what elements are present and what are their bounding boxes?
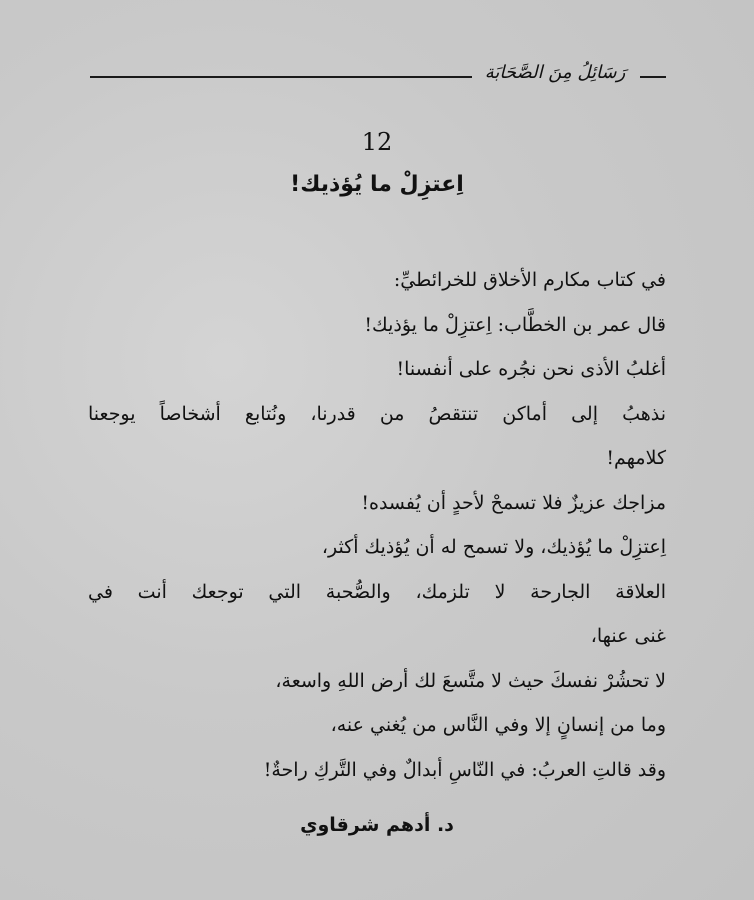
- chapter-number: 12: [361, 128, 393, 156]
- body-line: أغلبُ الأذى نحن نجُره على أنفسنا!: [396, 358, 666, 380]
- header-rule-left: [90, 76, 472, 78]
- body-line: قال عمر بن الخطَّاب: اِعتزِلْ ما يؤذيك!: [364, 313, 666, 336]
- body-text: [88, 258, 666, 792]
- body-line: اِعتزِلْ ما يُؤذيك، ولا تسمح له أن يُؤذيك أكثر،: [321, 536, 666, 558]
- header-rule-right: [640, 76, 666, 78]
- body-line: العلاقة الجارحة لا تلزمك، والصُّحبة التي توجعك أنت في: [88, 580, 666, 603]
- running-title: رَسَائِلُ مِنَ الصَّحَابَة: [484, 62, 626, 83]
- body-line: لا تحشُرْ نفسكَ حيث لا متَّسعَ لك أرض اللهِ واسعة،: [275, 669, 666, 692]
- body-line: في كتاب مكارم الأخلاق للخرائطيِّ:: [393, 269, 666, 291]
- running-header: [90, 62, 666, 92]
- chapter-title: اِعتزِلْ ما يُؤذيك!: [290, 172, 464, 197]
- body-line: مزاجك عزيزٌ فلا تسمحْ لأحدٍ أن يُفسده!: [361, 491, 666, 514]
- body-line: غنى عنها،: [590, 625, 666, 647]
- body-line: كلامهم!: [606, 447, 666, 469]
- author-signature: د. أدهم شرقاوي: [300, 814, 454, 836]
- body-line: وما من إنسانٍ إلا وفي النَّاس من يُغني عنه،: [330, 714, 666, 736]
- body-line: وقد قالتِ العربُ: في النّاسِ أبدالٌ وفي التَّركِ راحةٌ!: [263, 758, 666, 781]
- body-line: نذهبُ إلى أماكن تنتقصُ من قدرنا، ونُتابع أشخاصاً يوجعنا: [88, 402, 666, 425]
